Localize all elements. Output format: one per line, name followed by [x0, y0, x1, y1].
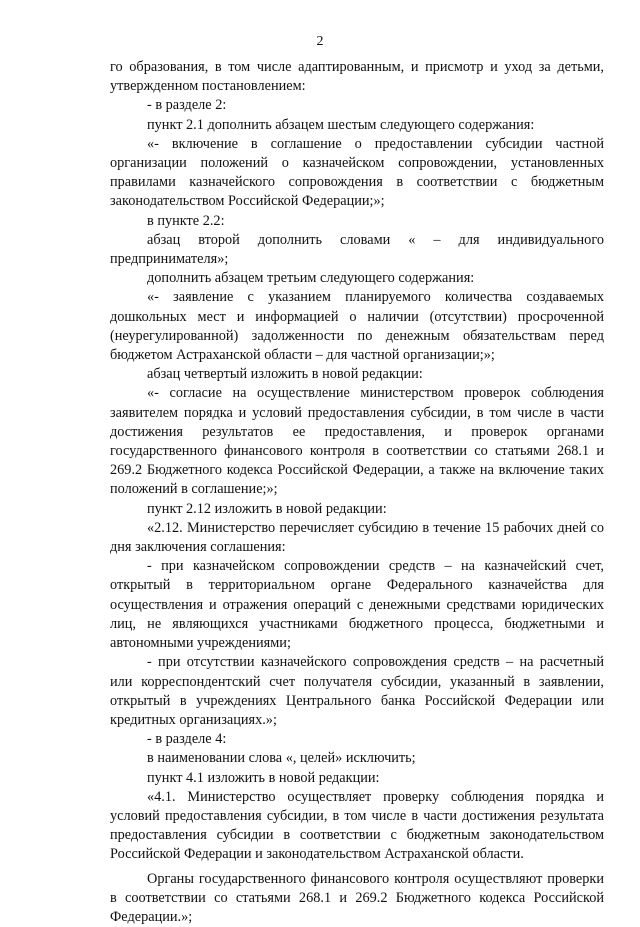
paragraph-03: пункт 2.1 дополнить абзацем шестым следующего содержания: — [147, 116, 535, 133]
document-body — [110, 58, 604, 927]
paragraph-18: «4.1. Министерство осуществляет проверку соблюдения порядка и условий предоставления субсидии, в том числе в части достижения результата предоставления субсидии в соответствии с бюджетным законодательством Российской Федерации и законодательством Астраханской области. — [110, 788, 604, 863]
paragraph-01: го образования, в том числе адаптированным, и присмотр и уход за детьми, утвержденном постановлением: — [110, 59, 604, 95]
paragraph-05: в пункте 2.2: — [147, 212, 225, 229]
paragraph-13: - при казначейском сопровождении средств – на казначейский счет, открытый в территориальном органе Федерального казначейства для осуществления и отражения операций с денежными средствами юридических лиц, не являющихся участниками бюджетного процесса, бюджетными и автономными учреждениями; — [110, 558, 604, 652]
paragraph-16: в наименовании слова «, целей» исключить; — [147, 750, 416, 767]
paragraph-07: дополнить абзацем третьим следующего содержания: — [147, 270, 475, 287]
paragraph-06: абзац второй дополнить словами « – для индивидуального предпринимателя»; — [110, 231, 604, 268]
paragraph-02: - в разделе 2: — [147, 97, 227, 114]
paragraph-15: - в разделе 4: — [147, 731, 227, 748]
page-number: 2 — [316, 34, 324, 49]
paragraph-11: пункт 2.12 изложить в новой редакции: — [147, 500, 387, 517]
paragraph-14: - при отсутствии казначейского сопровождения средств – на расчетный или корреспондентский счет получателя субсидии, указанный в заявлении, открытый в учреждениях Центрального банка Российской Федерации или кредитных организациях.»; — [110, 654, 604, 728]
paragraph-04: «- включение в соглашение о предоставлении субсидии частной организации положений о казначейском сопровождении, установленных правилами казначейского сопровождения в соответствии с бюджетным законодательством Российской Федерации;»; — [110, 135, 604, 210]
paragraph-10: «- согласие на осуществление министерством проверок соблюдения заявителем порядка и условий предоставления субсидии, в том числе в части достижения результатов ее предоставления, и проверок органами государственного финансового контроля в соответствии со статьями 268.1 и 269.2 Бюджетного кодекса Российской Федерации, а также на включение таких положений в соглашение;»; — [110, 385, 604, 498]
paragraph-09: абзац четвертый изложить в новой редакции: — [147, 366, 423, 383]
paragraph-12: «2.12. Министерство перечисляет субсидию в течение 15 рабочих дней со дня заключения соглашения: — [110, 519, 604, 556]
paragraph-08: «- заявление с указанием планируемого количества создаваемых дошкольных мест и информацией о наличии (отсутствии) просроченной (неурегулированной) задолженности по денежным обязательствам перед бюджетом Астраханской области – для частной организации;»; — [110, 289, 604, 364]
paragraph-19: Органы государственного финансового контроля осуществляют проверки в соответствии со статьями 268.1 и 269.2 Бюджетного кодекса Российской Федерации.»; — [110, 870, 604, 925]
paragraph-17: пункт 4.1 изложить в новой редакции: — [147, 769, 380, 786]
